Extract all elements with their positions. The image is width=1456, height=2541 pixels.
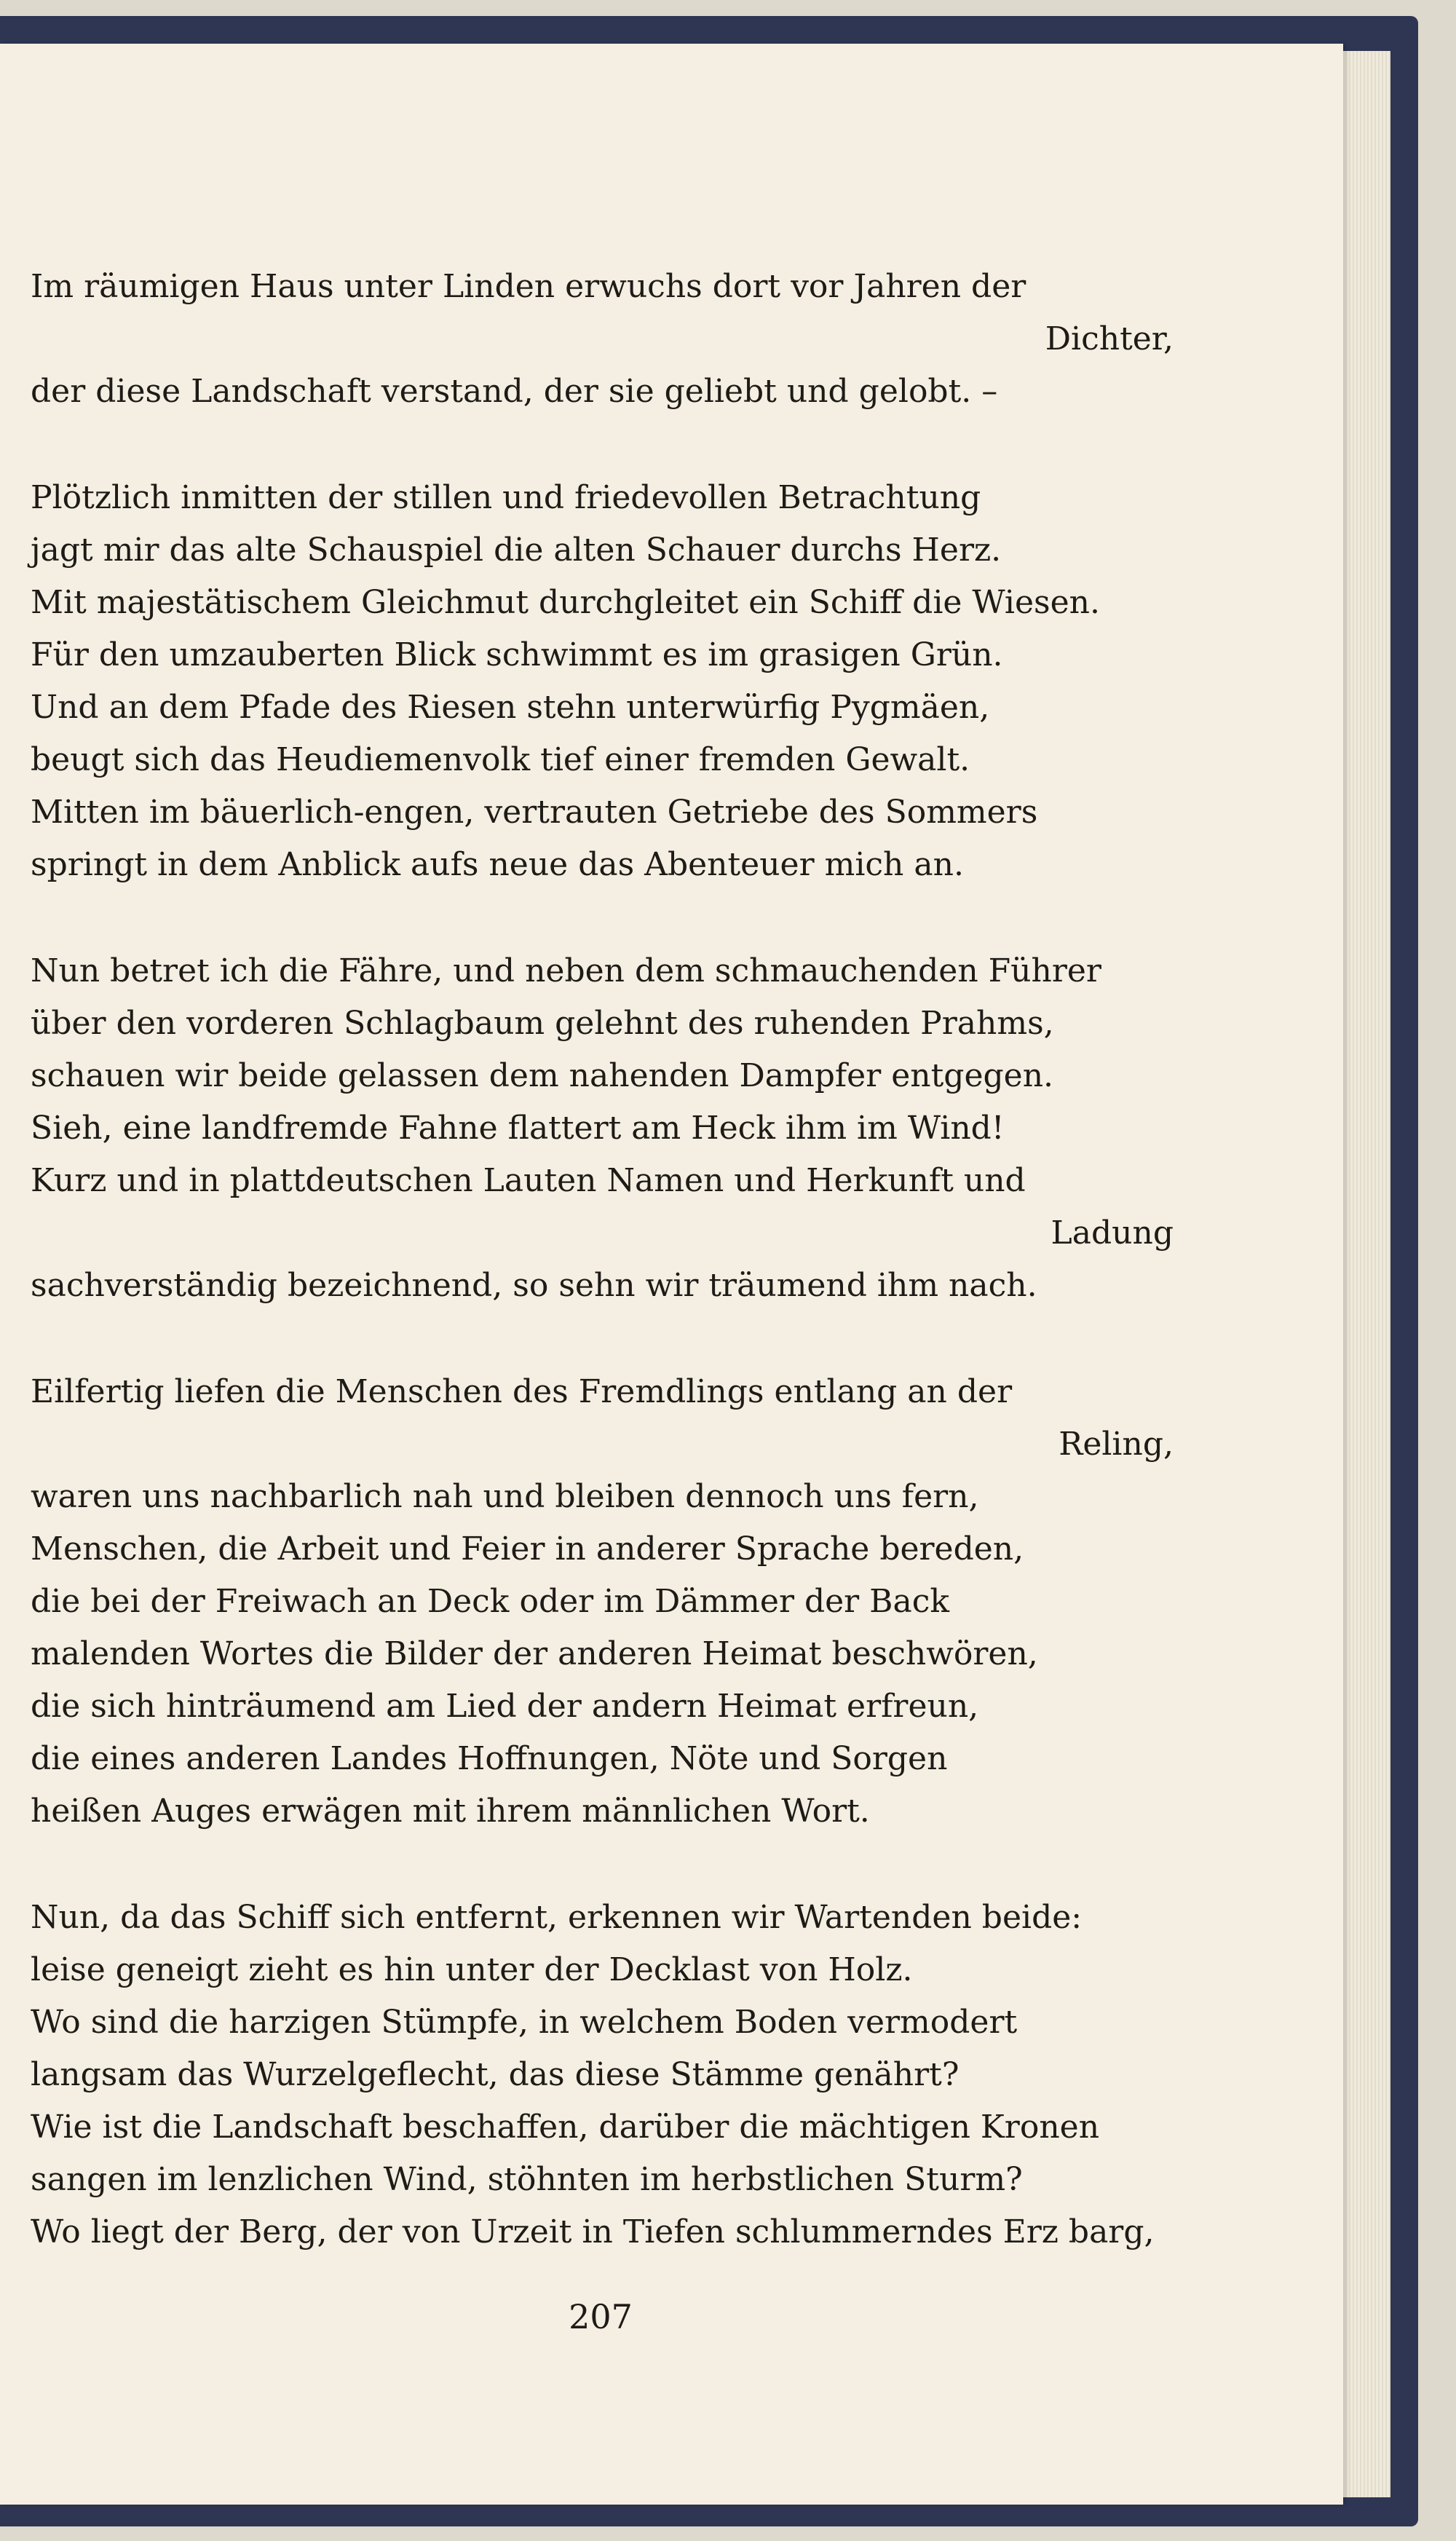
book-page	[0, 44, 1343, 2505]
poem-line: Reling,	[1059, 1426, 1174, 1463]
poem-line: springt in dem Anblick aufs neue das Abenteuer mich an.	[31, 846, 964, 883]
poem-line: Wo liegt der Berg, der von Urzeit in Tiefen schlummerndes Erz barg,	[31, 2213, 1155, 2250]
poem-text	[31, 261, 1224, 2312]
poem-line: Kurz und in plattdeutschen Lauten Namen und Herkunft und	[31, 1162, 1026, 1199]
poem-line: Mitten im bäuerlich-engen, vertrauten Getriebe des Sommers	[31, 794, 1038, 831]
poem-line: waren uns nachbarlich nah und bleiben dennoch uns fern,	[31, 1478, 979, 1515]
stanza	[31, 472, 1224, 891]
poem-line: Ladung	[1051, 1214, 1174, 1252]
poem-line: die bei der Freiwach an Deck oder im Dämmer der Back	[31, 1583, 950, 1620]
poem-line: Sieh, eine landfremde Fahne flattert am Heck ihm im Wind!	[31, 1110, 1005, 1147]
poem-line: heißen Auges erwägen mit ihrem männlichen Wort.	[31, 1793, 870, 1830]
poem-line: Mit majestätischem Gleichmut durchgleitet ein Schiff die Wiesen.	[31, 584, 1100, 621]
stanza	[31, 261, 1224, 418]
stanza	[31, 1892, 1224, 2259]
stanza	[31, 1366, 1224, 1838]
poem-line: malenden Wortes die Bilder der anderen Heimat beschwören,	[31, 1635, 1038, 1672]
poem-line: jagt mir das alte Schauspiel die alten Schauer durchs Herz.	[31, 531, 1002, 569]
poem-line: schauen wir beide gelassen dem nahenden Dampfer entgegen.	[31, 1057, 1054, 1094]
poem-line: der diese Landschaft verstand, der sie geliebt und gelobt. –	[31, 373, 998, 410]
poem-line: leise geneigt zieht es hin unter der Decklast von Holz.	[31, 1951, 913, 1988]
poem-line: Im räumigen Haus unter Linden erwuchs dort vor Jahren der	[31, 268, 1026, 305]
poem-line: Nun betret ich die Fähre, und neben dem schmauchenden Führer	[31, 952, 1101, 989]
poem-line: Für den umzauberten Blick schwimmt es im grasigen Grün.	[31, 636, 1003, 673]
poem-line: Plötzlich inmitten der stillen und friedevollen Betrachtung	[31, 479, 981, 516]
poem-line: Eilfertig liefen die Menschen des Fremdlings entlang an der	[31, 1373, 1013, 1410]
poem-line: Wie ist die Landschaft beschaffen, darüber die mächtigen Kronen	[31, 2109, 1100, 2146]
stanza	[31, 945, 1224, 1312]
poem-line: sachverständig bezeichnend, so sehn wir träumend ihm nach.	[31, 1267, 1037, 1304]
poem-line: sangen im lenzlichen Wind, stöhnten im herbstlichen Sturm?	[31, 2161, 1023, 2198]
poem-line: beugt sich das Heudiemenvolk tief einer fremden Gewalt.	[31, 741, 970, 778]
poem-line: Und an dem Pfade des Riesen stehn unterwürfig Pygmäen,	[31, 689, 990, 726]
poem-line: langsam das Wurzelgeflecht, das diese Stämme genährt?	[31, 2056, 960, 2093]
poem-line: die sich hinträumend am Lied der andern Heimat erfreun,	[31, 1688, 979, 1725]
poem-line: über den vorderen Schlagbaum gelehnt des ruhenden Prahms,	[31, 1005, 1054, 1042]
poem-line: Wo sind die harzigen Stümpfe, in welchem Boden vermodert	[31, 2004, 1018, 2041]
poem-line: Menschen, die Arbeit und Feier in anderer Sprache bereden,	[31, 1530, 1024, 1568]
poem-line: die eines anderen Landes Hoffnungen, Nöte und Sorgen	[31, 1740, 948, 1777]
page-number: 207	[569, 2297, 633, 2336]
poem-line: Dichter,	[1045, 320, 1174, 357]
poem-line: Nun, da das Schiff sich entfernt, erkennen wir Wartenden beide:	[31, 1899, 1083, 1936]
